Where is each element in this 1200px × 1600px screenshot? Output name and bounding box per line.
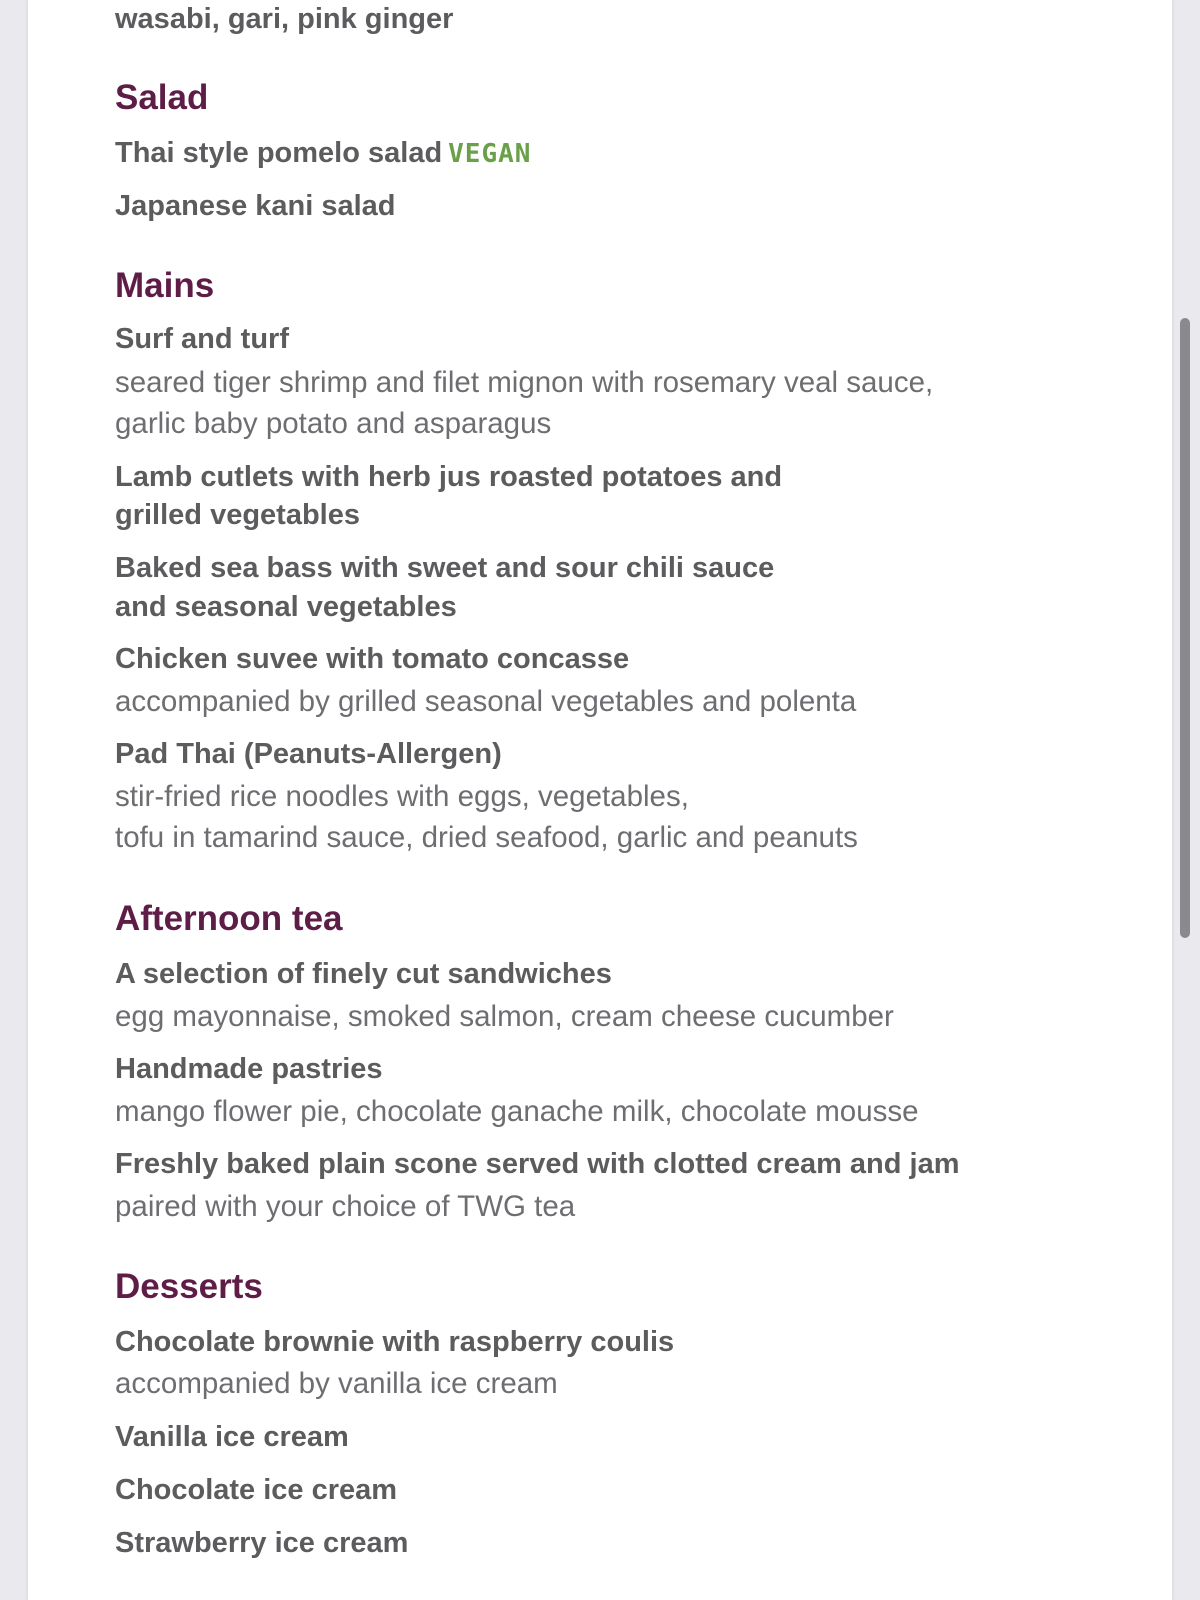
vertical-scrollbar[interactable]: [1180, 318, 1190, 938]
mains-item-surf-turf-title: Surf and turf: [115, 323, 289, 355]
top-partial-line: wasabi, gari, pink ginger: [115, 3, 454, 35]
mains-item-lamb-title-1: Lamb cutlets with herb jus roasted potatoes and: [115, 461, 783, 493]
dessert-item-strawberry: Strawberry ice cream: [115, 1527, 409, 1559]
mains-item-chicken-desc: accompanied by grilled seasonal vegetables and polenta: [115, 685, 857, 718]
tea-item-sandwiches-desc: egg mayonnaise, smoked salmon, cream cheese cucumber: [115, 1000, 894, 1033]
vegan-badge: VEGAN: [448, 139, 532, 169]
mains-item-lamb-title-2: grilled vegetables: [115, 499, 360, 531]
tea-item-pastries-title: Handmade pastries: [115, 1053, 383, 1085]
dessert-item-vanilla: Vanilla ice cream: [115, 1421, 349, 1453]
mains-item-surf-turf-desc-1: seared tiger shrimp and filet mignon with rosemary veal sauce,: [115, 366, 934, 399]
mains-item-seabass-title-1: Baked sea bass with sweet and sour chili sauce: [115, 552, 775, 584]
dessert-item-brownie-title: Chocolate brownie with raspberry coulis: [115, 1326, 675, 1358]
dessert-item-chocolate: Chocolate ice cream: [115, 1474, 398, 1506]
tea-item-pastries-desc: mango flower pie, chocolate ganache milk, chocolate mousse: [115, 1095, 919, 1128]
desserts-heading: Desserts: [115, 1267, 263, 1306]
mains-item-padthai-title: Pad Thai (Peanuts-Allergen): [115, 738, 502, 770]
tea-item-sandwiches-title: A selection of finely cut sandwiches: [115, 958, 612, 990]
salad-item-pomelo-label: Thai style pomelo salad: [115, 137, 443, 169]
menu-page[interactable]: [28, 0, 1172, 1600]
mains-item-padthai-desc-1: stir-fried rice noodles with eggs, vegetables,: [115, 780, 689, 813]
mains-item-surf-turf-desc-2: garlic baby potato and asparagus: [115, 407, 552, 440]
mains-item-chicken-title: Chicken suvee with tomato concasse: [115, 643, 630, 675]
tea-item-scone-title: Freshly baked plain scone served with clotted cream and jam: [115, 1148, 960, 1180]
mains-item-padthai-desc-2: tofu in tamarind sauce, dried seafood, garlic and peanuts: [115, 821, 858, 854]
mains-item-seabass-title-2: and seasonal vegetables: [115, 591, 457, 623]
salad-heading: Salad: [115, 78, 209, 117]
dessert-item-brownie-desc: accompanied by vanilla ice cream: [115, 1367, 558, 1400]
tea-item-scone-desc: paired with your choice of TWG tea: [115, 1190, 576, 1223]
afternoon-tea-heading: Afternoon tea: [115, 899, 343, 938]
mains-heading: Mains: [115, 266, 215, 305]
salad-item-kani: Japanese kani salad: [115, 190, 396, 222]
salad-item-pomelo: [115, 134, 531, 173]
